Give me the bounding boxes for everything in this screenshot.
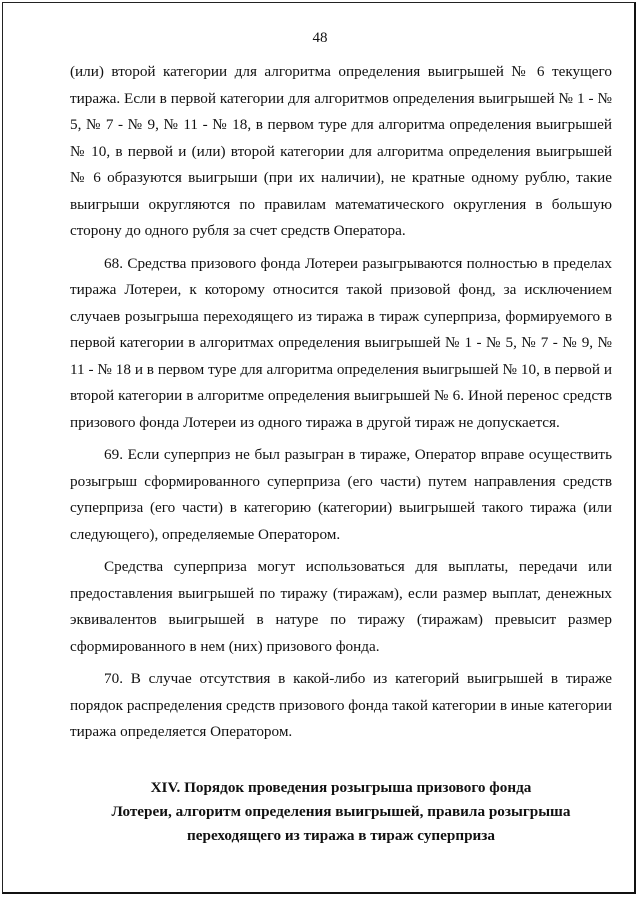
paragraph-70: 70. В случае отсутствия в какой-либо из категорий выигрышей в тираже порядок распределения средств призового фонда такой категории в иные категории тиража определяется Оператором. xyxy=(70,670,612,740)
paragraph-continuation: (или) второй категории для алгоритма определения выигрышей № 6 текущего тиража. Если в первой категории для алгоритмов определения выигрышей № 1 - № 5, № 7 - № 9, № 11 - № 18, в первом туре для алгоритма определения выигрышей № 10, в первой и (или) второй категории для алгоритма определения выигрышей № 6 образуются выигрыши (при их наличии), не кратные одному рублю, такие выигрыши округляются по правилам математического округления в большую сторону до одного рубля за счет средств Оператора. xyxy=(70,63,612,239)
page-number: 48 xyxy=(312,30,328,46)
paragraph-superprize-usage: Средства суперприза могут использоваться для выплаты, передачи или предоставления выигрышей по тиражу (тиражам), если размер выплат, денежных эквивалентов выигрышей в натуре по тиражу (тиражам) превысит размер сформированного в нем (них) призового фонда. xyxy=(70,558,612,655)
section-title xyxy=(70,776,612,848)
paragraph-68: 68. Средства призового фонда Лотереи разыгрываются полностью в пределах тиража Лотереи, к которому относится такой призовой фонд, за исключением случаев розыгрыша переходящего из тиража в тираж суперприза, формируемого в первой категории в алгоритмах определения выигрышей № 1 - № 5, № 7 - № 9, № 11 - № 18 и в первом туре для алгоритма определения выигрышей № 10, в первой и второй категории в алгоритме определения выигрышей № 6. Иной перенос средств призового фонда Лотереи из одного тиража в другой тираж не допускается. xyxy=(70,254,612,431)
document-body xyxy=(70,59,612,848)
paragraph-69: 69. Если суперприз не был разыгран в тираже, Оператор вправе осуществить розыгрыш сформированного суперприза (его части) путем направления средств суперприза (его части) в категорию (категории) выигрышей такого тиража (или следующего), определяемые Оператором. xyxy=(70,446,612,543)
section-title-line-3: переходящего из тиража в тираж суперприза xyxy=(187,826,495,844)
section-title-line-2: Лотереи, алгоритм определения выигрышей, правила розыгрыша xyxy=(111,802,571,820)
section-title-line-1: XIV. Порядок проведения розыгрыша призового фонда xyxy=(150,778,532,796)
